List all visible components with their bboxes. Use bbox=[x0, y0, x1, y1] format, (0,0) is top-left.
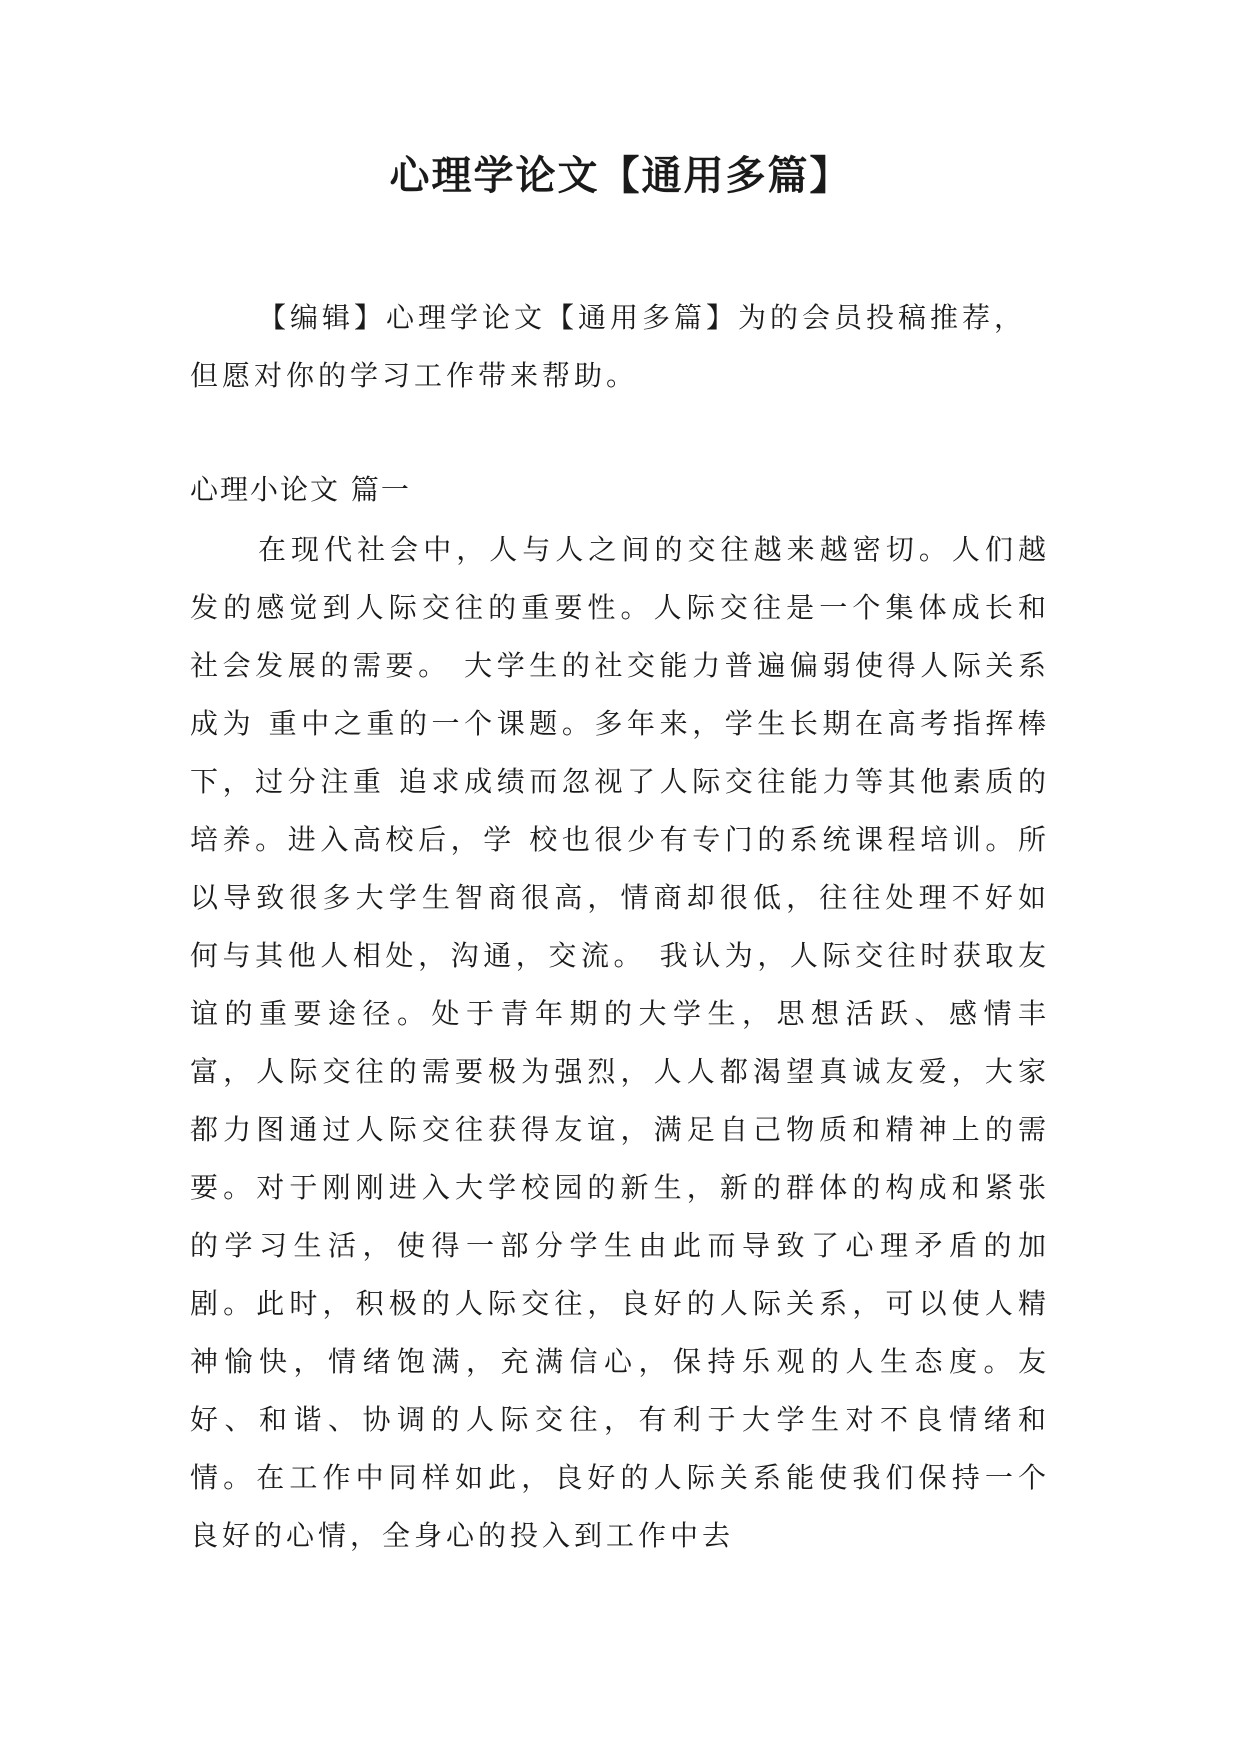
intro-paragraph: 【编辑】心理学论文【通用多篇】为的会员投稿推荐，但愿对你的学习工作带来帮助。 bbox=[190, 301, 1027, 392]
document-title: 心理学论文【通用多篇】 bbox=[389, 153, 852, 199]
section-heading: 心理小论文 篇一 bbox=[190, 473, 411, 506]
body-paragraph: 在现代社会中，人与人之间的交往越来越密切。人们越发的感觉到人际交往的重要性。人际交往是一个集体成长和社会发展的需要。 大学生的社交能力普遍偏弱使得人际关系成为 重中之重的一个课题。多年来，学生长期在高考指挥棒下，过分注重 追求成绩而忽视了人际交往能力等其他素质的培养。进入高校后，学 校也很少有专门的系统课程培训。所以导致很多大学生智商很高，情商却很低，往往处理不好如何与其他人相处，沟通，交流。 我认为，人际交往时获取友谊的重要途径。处于青年期的大学生，思想活跃、感情丰富，人际交往的需要极为强烈，人人都渴望真诚友爱，大家都力图通过人际交往获得友谊，满足自己物质和精神上的需要。对于刚刚进入大学校园的新生，新的群体的构成和紧张的学习生活，使得一部分学生由此而导致了心理矛盾的加剧。此时，积极的人际交往，良好的人际关系，可以使人精神愉快，情绪饱满，充满信心，保持乐观的人生态度。友好、和谐、协调的人际交往，有利于大学生对不良情绪和情。在工作中同样如此，良好的人际关系能使我们保持一个良好的心情，全身心的投入到工作中去 bbox=[190, 533, 1050, 1552]
